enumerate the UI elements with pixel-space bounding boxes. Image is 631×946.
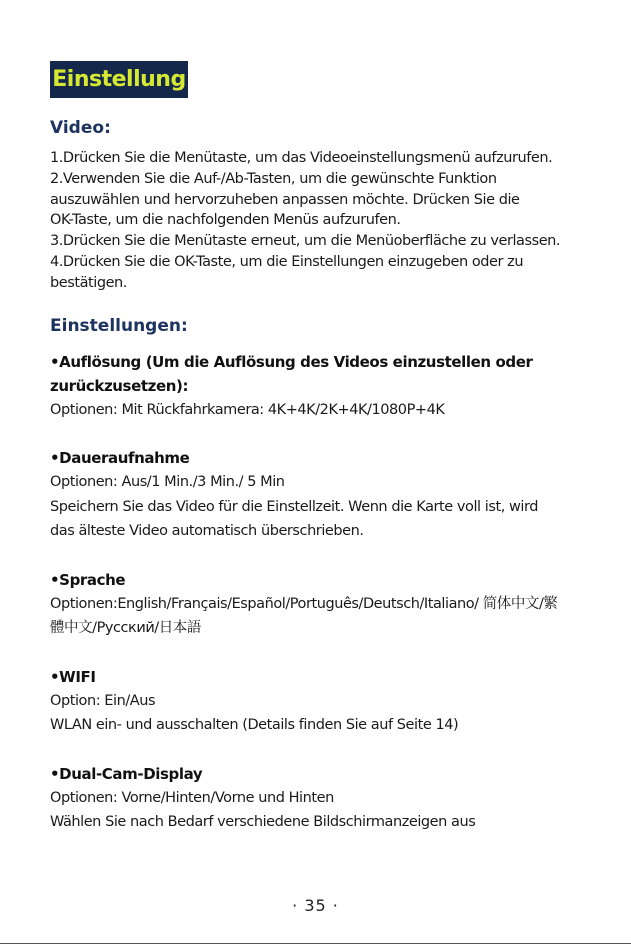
video-line: 1.Drücken Sie die Menütaste, um das Videoeinstellungsmenü aufzurufen. [50, 150, 553, 166]
spacer [50, 422, 610, 446]
setting-title: •Sprache [50, 570, 126, 589]
video-instructions [50, 148, 610, 294]
spacer [50, 641, 610, 665]
setting-title: zurückzusetzen): [50, 376, 189, 395]
setting-text: Optionen: Vorne/Hinten/Vorne und Hinten [50, 789, 334, 806]
video-line: 2.Verwenden Sie die Auf-/Ab-Tasten, um die gewünschte Funktion [50, 170, 497, 187]
settings-heading: Einstellungen: [50, 315, 188, 336]
setting-text: Option: Ein/Aus [50, 692, 156, 709]
page-bottom-divider [0, 943, 631, 944]
setting-text: Optionen:English/Français/Español/Português/Deutsch/Italiano/ 简体中文/繁 [50, 595, 558, 612]
video-line: bestätigen. [50, 274, 127, 291]
spacer [50, 738, 610, 762]
setting-text: das älteste Video automatisch überschrieben. [50, 523, 364, 540]
setting-text: WLAN ein- und ausschalten (Details finden Sie auf Seite 14) [50, 717, 459, 734]
setting-title: •Dual-Cam-Display [50, 764, 203, 783]
setting-loop-recording [50, 446, 610, 544]
setting-text: Optionen: Mit Rückfahrkamera: 4K+4K/2K+4K/1080P+4K [50, 401, 445, 418]
page-title: Einstellung [52, 67, 186, 92]
page-number: · 35 · [292, 896, 339, 915]
setting-text: 體中文/Русский/日本語 [50, 620, 201, 637]
setting-dual-cam-display [50, 762, 610, 835]
video-line: 4.Drücken Sie die OK-Taste, um die Einstellungen einzugeben oder zu [50, 253, 524, 270]
setting-language [50, 568, 610, 641]
setting-title: •Daueraufnahme [50, 449, 190, 468]
page-content [50, 118, 610, 835]
setting-resolution [50, 350, 610, 423]
setting-text: Wählen Sie nach Bedarf verschiedene Bildschirmanzeigen aus [50, 814, 476, 831]
page-title-banner [50, 61, 188, 98]
setting-wifi [50, 665, 610, 738]
spacer [50, 544, 610, 568]
video-heading: Video: [50, 118, 111, 138]
video-line: OK-Taste, um die nachfolgenden Menüs aufzurufen. [50, 212, 401, 229]
video-line: auszuwählen und hervorzuheben anpassen möchte. Drücken Sie die [50, 191, 520, 208]
video-line: 3.Drücken Sie die Menütaste erneut, um die Menüoberfläche zu verlassen. [50, 233, 561, 250]
setting-text: Optionen: Aus/1 Min./3 Min./ 5 Min [50, 474, 285, 491]
setting-title: •WIFI [50, 667, 96, 686]
setting-title: •Auflösung (Um die Auflösung des Videos einzustellen oder [50, 352, 533, 371]
setting-text: Speichern Sie das Video für die Einstellzeit. Wenn die Karte voll ist, wird [50, 498, 539, 515]
